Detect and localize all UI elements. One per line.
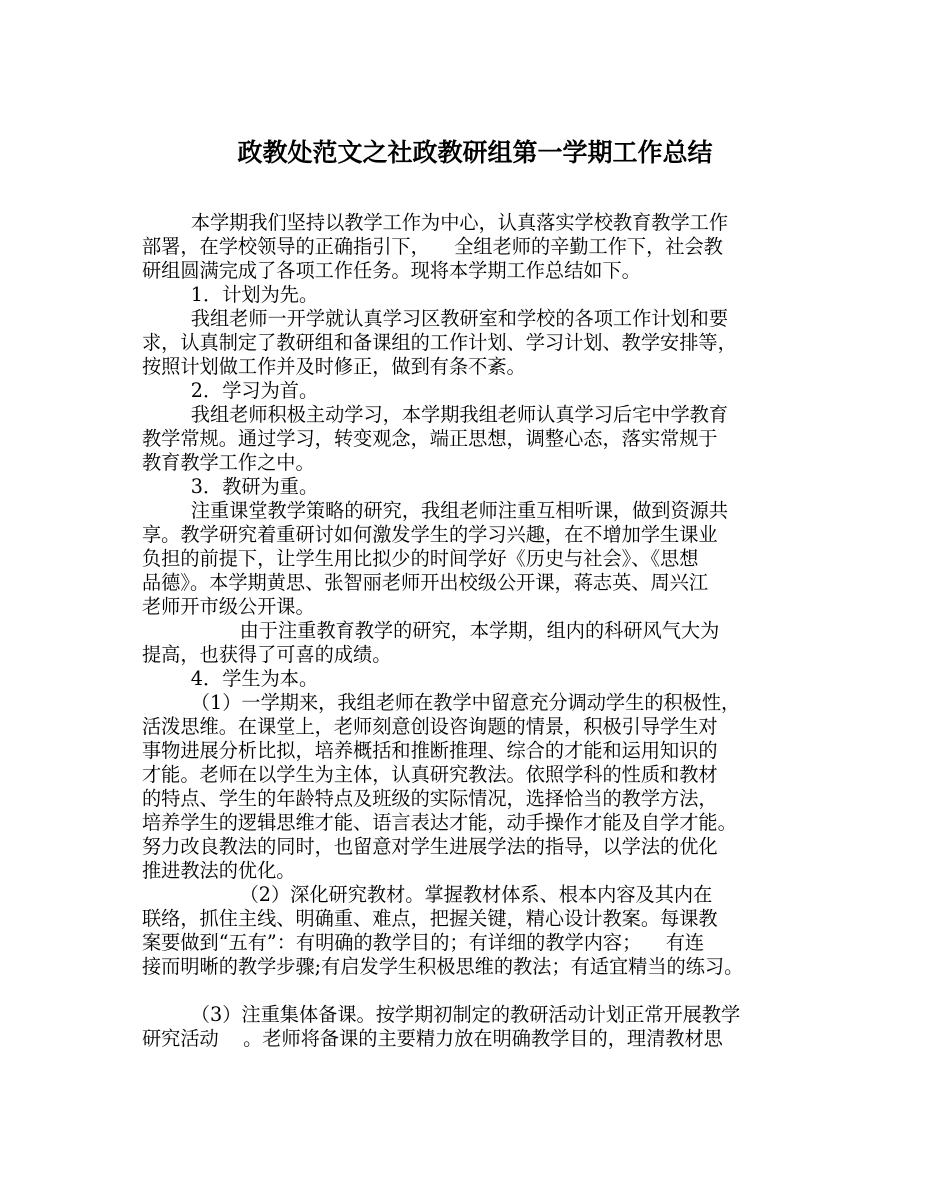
body-line: 教学常规。通过学习，转变观念，端正思想，调整心态，落实常规于 — [142, 427, 718, 450]
body-line: （1）一学期来，我组老师在教学中留意充分调动学生的积极性， — [142, 691, 741, 714]
body-line: 部署，在学校领导的正确指引下， 全组老师的辛勤工作下，社会教 — [142, 235, 723, 258]
body-line: 努力改良教法的同时，也留意对学生进展学法的指导，以学法的优化 — [142, 835, 718, 858]
body-line: 老师开市级公开课。 — [142, 595, 315, 618]
body-line: 教育教学工作之中。 — [142, 451, 315, 474]
body-line: 1．计划为先。 — [142, 283, 319, 306]
body-line — [142, 979, 832, 1003]
body-line: （2）深化研究教材。掌握教材体系、根本内容及其内在 — [142, 883, 713, 906]
body-line: 由于注重教育教学的研究，本学期，组内的科研风气大为 — [142, 619, 720, 642]
body-line: 联络，抓住主线、明确重、难点，把握关键，精心设计教案。每课教 — [142, 907, 718, 930]
body-line: 的特点、学生的年龄特点及班级的实际情况，选择恰当的教学方法， — [142, 787, 718, 810]
body-line: 事物进展分析比拟，培养概括和推断推理、综合的才能和运用知识的 — [142, 739, 718, 762]
body-line: 2．学习为首。 — [142, 379, 319, 402]
body-line: 研究活动 。老师将备课的主要精力放在明确教学目的，理清教材思 — [142, 1027, 723, 1050]
body-line: 注重课堂教学策略的研究，我组老师注重互相听课，做到资源共 — [142, 499, 729, 522]
body-line: 求，认真制定了教研组和备课组的工作计划、学习计划、教学安排等， — [142, 331, 737, 354]
body-line: 按照计划做工作并及时修正，做到有条不紊。 — [142, 355, 526, 378]
body-line: 推进教法的优化。 — [142, 859, 296, 882]
body-line: 研组圆满完成了各项工作任务。现将本学期工作总结如下。 — [142, 259, 641, 282]
body-line: 才能。老师在以学生为主体，认真研究教法。依照学科的性质和教材 — [142, 763, 718, 786]
document-body — [142, 211, 832, 1051]
document-title: 政教处范文之社政教研组第一学期工作总结 — [237, 138, 713, 167]
body-line: 4．学生为本。 — [142, 667, 319, 690]
body-line: 活泼思维。在课堂上，老师刻意创设咨询题的情景，积极引导学生对 — [142, 715, 718, 738]
body-line: 负担的前提下，让学生用比拟少的时间学好《历史与社会》、《思想 — [142, 547, 699, 570]
body-line: 案要做到“五有”：有明确的教学目的；有详细的教学内容； 有连 — [142, 931, 705, 954]
body-line: 享。教学研究着重研讨如何激发学生的学习兴趣，在不增加学生课业 — [142, 523, 718, 546]
body-line: 培养学生的逻辑思维才能、语言表达才能，动手操作才能及自学才能。 — [142, 811, 737, 834]
body-line: 3．教研为重。 — [142, 475, 319, 498]
body-line: 本学期我们坚持以教学工作为中心，认真落实学校教育教学工作 — [142, 211, 729, 234]
body-line: 接而明晰的教学步骤;有启发学生积极思维的教法；有适宜精当的练习。 — [142, 955, 744, 978]
body-line: 我组老师一开学就认真学习区教研室和学校的各项工作计划和要 — [142, 307, 729, 330]
body-line: （3）注重集体备课。按学期初制定的教研活动计划正常开展教学 — [142, 1003, 741, 1026]
body-line: 我组老师积极主动学习，本学期我组老师认真学习后宅中学教育 — [142, 403, 729, 426]
body-line: 提高，也获得了可喜的成绩。 — [142, 643, 392, 666]
body-line: 品德》。本学期黄思、张智丽老师开出校级公开课，蒋志英、周兴江 — [142, 571, 709, 594]
